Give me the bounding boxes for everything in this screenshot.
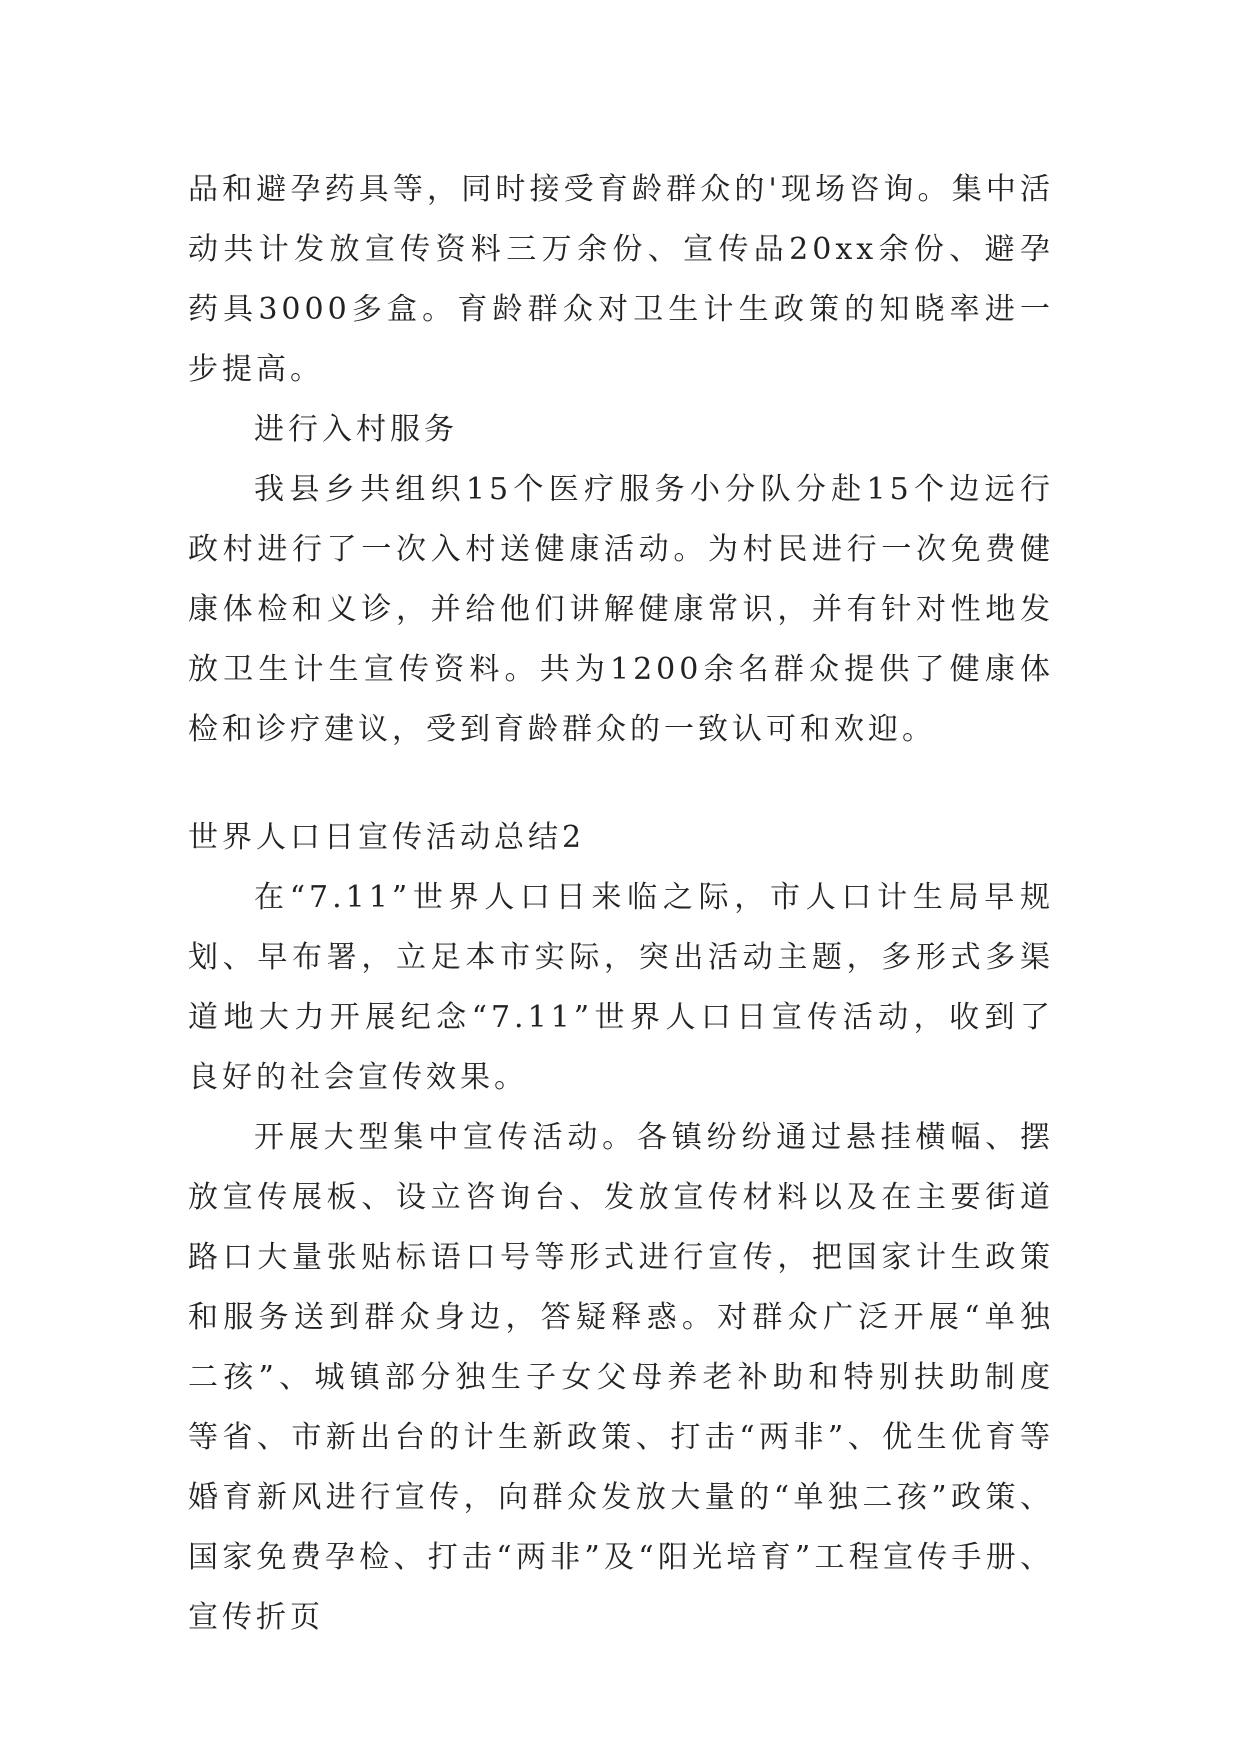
paragraph-village-service: 我县乡共组织15个医疗服务小分队分赴15个边远行政村进行了一次入村送健康活动。为村民进行一次免费健康体检和义诊，并给他们讲解健康常识，并有针对性地发放卫生计生宣传资料。共为1200余名群众提供了健康体检和诊疗建议，受到育龄群众的一致认可和欢迎。 — [188, 472, 1054, 747]
article-title: 世界人口日宣传活动总结2 — [188, 820, 586, 855]
document-body — [188, 160, 1054, 1648]
paragraph-continuation: 品和避孕药具等，同时接受育龄群众的'现场咨询。集中活动共计发放宣传资料三万余份、宣传品20xx余份、避孕药具3000多盒。育龄群众对卫生计生政策的知晓率进一步提高。 — [188, 172, 1054, 387]
section-heading-village-service: 进行入村服务 — [254, 412, 458, 447]
section-spacer — [188, 760, 1054, 808]
paragraph-campaign: 开展大型集中宣传活动。各镇纷纷通过悬挂横幅、摆放宣传展板、设立咨询台、发放宣传材料以及在主要街道路口大量张贴标语口号等形式进行宣传，把国家计生政策和服务送到群众身边，答疑释惑。对群众广泛开展“单独二孩”、城镇部分独生子女父母养老补助和特别扶助制度等省、市新出台的计生新政策、打击“两非”、优生优育等婚育新风进行宣传，向群众发放大量的“单独二孩”政策、国家免费孕检、打击“两非”及“阳光培育”工程宣传手册、宣传折页 — [188, 1120, 1054, 1635]
paragraph-intro: 在“7.11”世界人口日来临之际，市人口计生局早规划、早布署，立足本市实际，突出活动主题，多形式多渠道地大力开展纪念“7.11”世界人口日宣传活动，收到了良好的社会宣传效果。 — [188, 880, 1054, 1095]
